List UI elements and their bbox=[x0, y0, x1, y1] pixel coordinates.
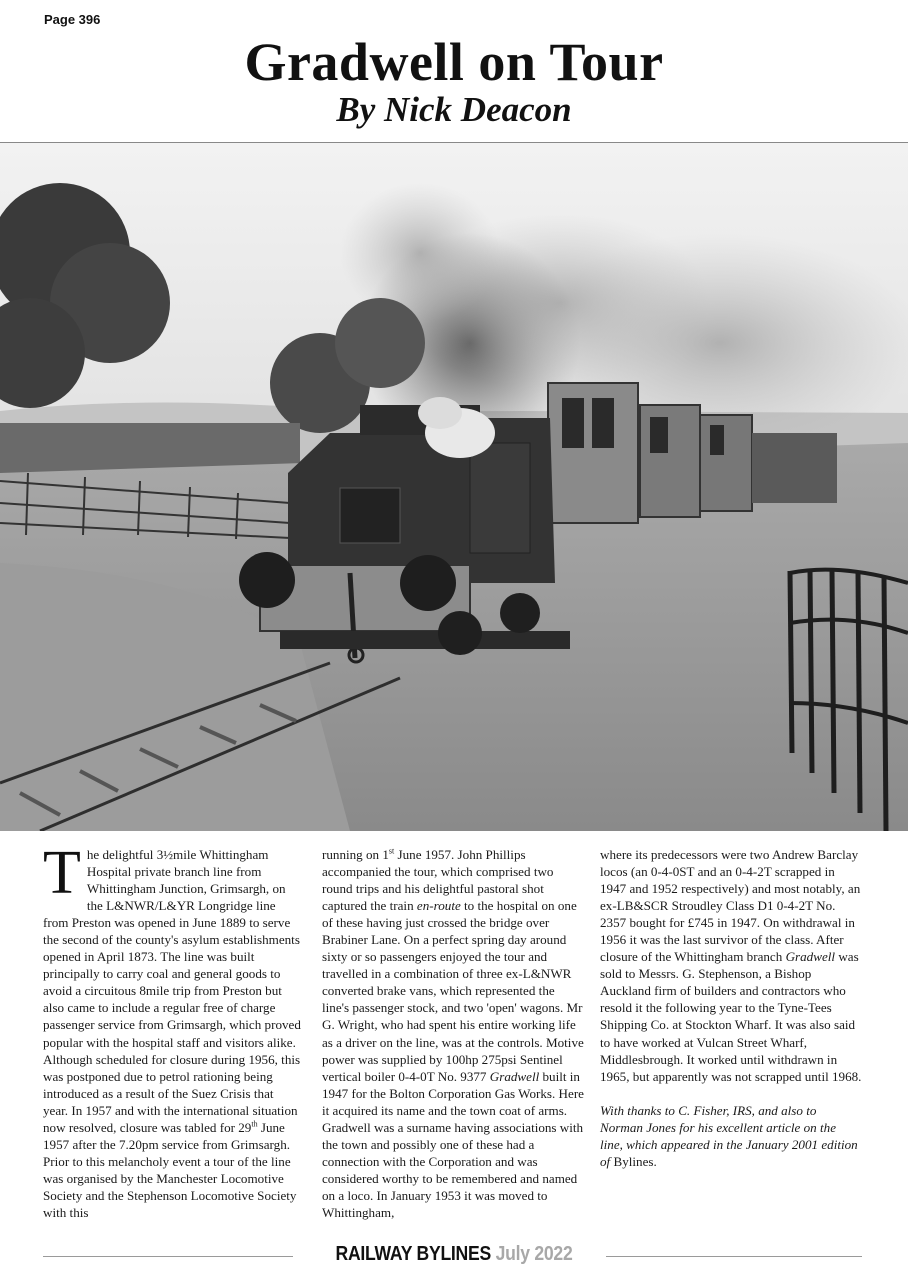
col3-italic1: Gradwell bbox=[785, 949, 836, 965]
ack-italic: With thanks to C. Fisher, IRS, and also to Norman Jones for his excellent article on the line, which appeared in the January 2001 edition of bbox=[600, 1102, 858, 1169]
col2-sup: st bbox=[388, 846, 395, 856]
article-column-1 bbox=[43, 839, 301, 1221]
page-number: Page 396 bbox=[44, 12, 101, 27]
ack-roman: Bylines. bbox=[613, 1153, 657, 1169]
article-byline: By Nick Deacon bbox=[336, 90, 572, 129]
article-column-3 bbox=[600, 846, 862, 1170]
locomotive-photo bbox=[0, 142, 908, 831]
footer-date: July 2022 bbox=[495, 1243, 573, 1265]
col1-text2: June 1957 after the 7.20pm service from Grimsargh. Prior to this melancholy event a tour of the line was organised by the Manchester Locomotive Society and the Stephenson Locomotive Society with this bbox=[43, 1119, 297, 1220]
col2-t1: running on 1 bbox=[322, 847, 389, 862]
article-title: Gradwell on Tour bbox=[244, 32, 664, 92]
footer bbox=[54, 1243, 853, 1266]
col3-t2: was sold to Messrs. G. Stephenson, a Bishop Auckland firm of builders and contractors who resold it the following year to the Tyne-Tees Shipping Co. at Stockton Wharf. It was also said to have worked at Vulcan Street Wharf, Middlesbrough. It worked until withdrawn in 1965, but apparently was not scrapped until 1968. bbox=[600, 949, 862, 1084]
article-column-2 bbox=[322, 846, 584, 1221]
col2-italic2: Gradwell bbox=[489, 1068, 540, 1084]
col1-sup: th bbox=[251, 1119, 258, 1129]
drop-cap: T bbox=[43, 839, 81, 907]
col2-t3: to the hospital on one of these having just crossed the bridge over Brabiner Lane. On a perfect spring day around sixty or so passengers enjoyed the tour and travelled in a combination of three ex-L&NWR converted brake vans, which represented the line's passenger stock, and two 'open' wagons. Mr G. Wright, who had spent his entire working life as a driver on the line, was at the controls. Motive power was supplied by 100hp 275psi Sentinel vertical boiler 0-4-0T No. 9377 bbox=[322, 898, 584, 1084]
footer-publication: RAILWAY BYLINES bbox=[335, 1243, 491, 1265]
col2-t2: June 1957. John Phillips accompanied the tour, which comprised two round trips and his delightful pastoral shot captured the train bbox=[322, 847, 554, 914]
acknowledgement bbox=[600, 1102, 862, 1170]
col3-t1: where its predecessors were two Andrew Barclay locos (an 0-4-0ST and an 0-4-2T scrapped in 1947 and 1952 respectively) and most notably, an ex-LB&SCR Stroudley Class D1 0-4-2T No. 2357 bought for £745 in 1947. On withdrawal in 1956 it was the last survivor of the class. After closure of the Whittingham branch bbox=[600, 847, 861, 965]
col2-italic1: en-route bbox=[416, 898, 461, 914]
col2-t4: built in 1947 for the Bolton Corporation Gas Works. Here it acquired its name and the town coat of arms. Gradwell was a surname having associations with the town and possibly one of these had a connection with the Corporation and was considered worthy to be remembered and named on a loco. In January 1953 it was moved to Whittingham, bbox=[322, 1068, 584, 1220]
col1-text: he delightful 3½mile Whittingham Hospital private branch line from Whittingham Junction, Grimsargh, on the L&NWR/L&YR Longridge line from Preston was opened in June 1889 to serve the second of the county's asylum establishments opened in April 1873. The line was built principally to carry coal and general goods to avoid a circuitous 8mile trip from Preston but also came to include a regular free of charge passenger service from Grimsargh, which proved popular with the hospital staff and visitors alike. Although scheduled for closure during 1956, this was postponed due to petrol rationing being introduced as a result of the Suez Crisis that year. In 1957 and with the international situation now resolved, closure was tabled for 29 bbox=[43, 847, 301, 1135]
